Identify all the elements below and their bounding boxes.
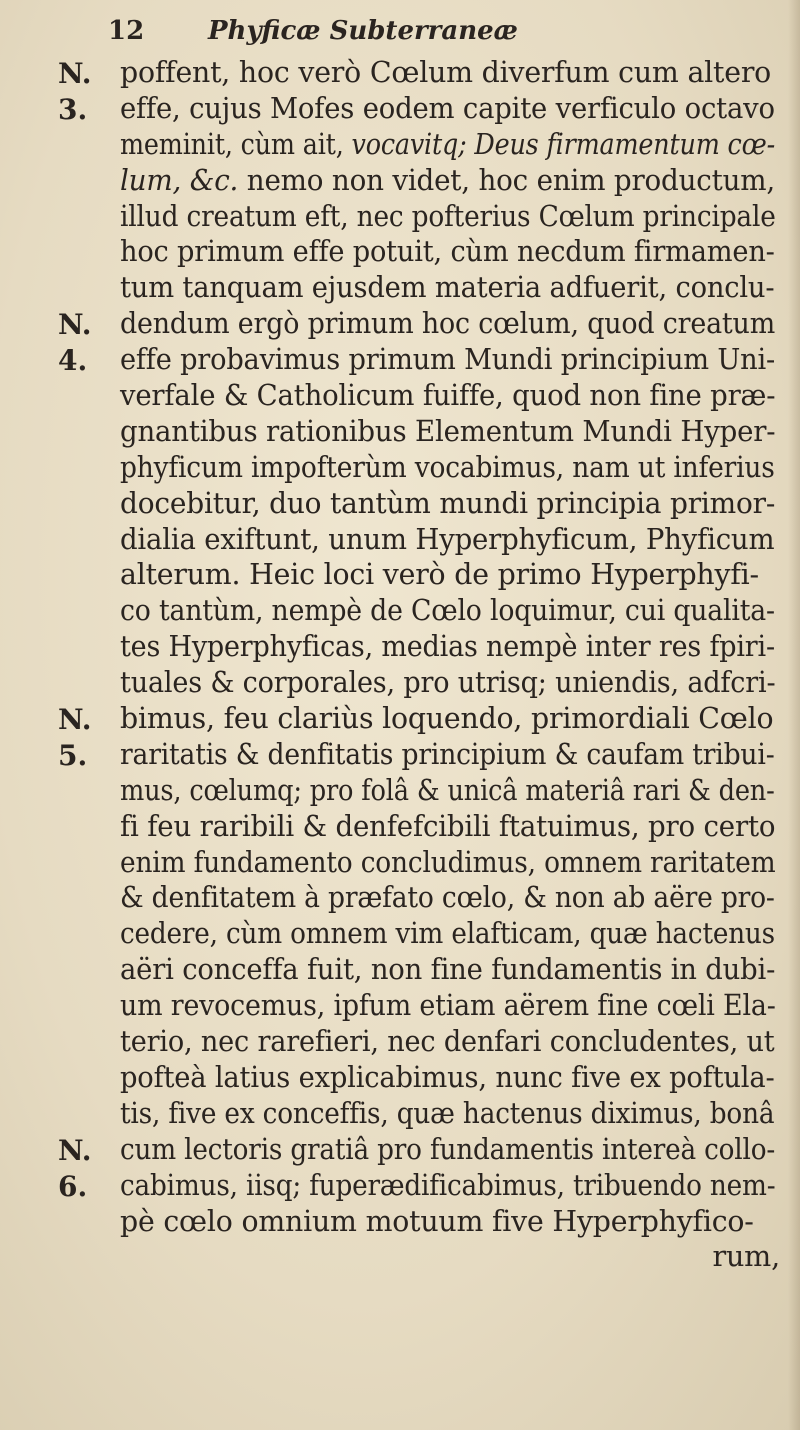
margin-note: N. xyxy=(58,703,92,737)
text-line xyxy=(0,449,800,485)
line-plain: terio, nec rarefieri, nec denfari concludentes, ut xyxy=(120,1024,775,1059)
page-header xyxy=(108,10,568,54)
line-plain: raritatis & denfitatis principium & caufam tribui- xyxy=(120,736,775,771)
line-plain: meminit, cùm ait, xyxy=(120,126,352,161)
text-line xyxy=(0,772,800,808)
text-line xyxy=(0,1167,800,1203)
line-text xyxy=(120,916,775,951)
line-text xyxy=(120,702,775,734)
line-plain: dialia exiftunt, unum Hyperphyficum, Phyficum xyxy=(120,521,775,556)
line-plain: aëri conceffa fuit, non fine fundamentis in dubi- xyxy=(120,952,776,987)
line-plain: effe probavimus primum Mundi principium Uni- xyxy=(120,342,775,377)
line-italic: lum, &c. xyxy=(120,162,239,197)
line-text xyxy=(120,952,776,987)
line-text xyxy=(120,1059,775,1094)
margin-note: 4. xyxy=(58,344,88,378)
line-text xyxy=(120,558,775,590)
line-text xyxy=(120,1240,780,1272)
text-line xyxy=(0,592,800,628)
line-plain: illud creatum eft, nec pofterius Cœlum principale xyxy=(120,198,776,233)
line-plain: nemo non videt, hoc enim productum, xyxy=(238,162,775,197)
line-plain: poffent, hoc verò Cœlum diverfum cum altero xyxy=(120,55,772,89)
line-text xyxy=(120,1095,775,1130)
margin-note: N. xyxy=(58,57,92,90)
line-text xyxy=(120,1131,776,1166)
line-text xyxy=(120,485,776,520)
text-line xyxy=(0,556,800,592)
line-italic: vocavitq; Deus firmamentum cœ- xyxy=(351,126,775,161)
line-plain: co tantùm, nempè de Cœlo loquimur, cui qualita- xyxy=(120,593,775,628)
line-text xyxy=(120,772,775,807)
text-line xyxy=(0,485,800,521)
margin-note: 6. xyxy=(58,1169,88,1203)
line-text xyxy=(120,126,775,161)
line-plain: & denfitatem à præfato cœlo, & non ab aëre pro- xyxy=(120,880,775,915)
margin-note: N. xyxy=(58,1133,92,1167)
line-text xyxy=(120,1167,776,1202)
line-plain: tis, five ex conceffis, quæ hactenus diximus, bonâ xyxy=(120,1095,775,1130)
line-plain: mus, cœlumq; pro folâ & unicâ materiâ rari & den- xyxy=(120,772,775,807)
text-line xyxy=(0,628,800,664)
line-text xyxy=(120,736,775,771)
line-text xyxy=(120,306,776,341)
text-line xyxy=(0,915,800,951)
text-line xyxy=(0,198,800,234)
text-line xyxy=(0,162,800,198)
line-plain: bimus, feu clariùs loquendo, primordiali Cœlo xyxy=(120,701,774,736)
body-text xyxy=(0,54,800,1274)
line-plain: tum tanquam ejusdem materia adfuerit, conclu- xyxy=(120,270,775,305)
text-line xyxy=(0,521,800,557)
line-plain: enim fundamento concludimus, omnem raritatem xyxy=(120,844,776,879)
text-line xyxy=(0,951,800,987)
text-line xyxy=(0,736,800,772)
text-line xyxy=(0,305,800,341)
line-plain: rum, xyxy=(712,1239,780,1274)
line-text xyxy=(120,198,776,233)
line-text xyxy=(120,880,775,915)
line-plain: gnantibus rationibus Elementum Mundi Hyper- xyxy=(120,413,776,448)
page-gutter-shadow xyxy=(788,0,800,1430)
line-plain: pofteà latius explicabimus, nunc five ex poftula- xyxy=(120,1059,775,1094)
page-number: 12 xyxy=(108,16,145,46)
line-plain: pè cœlo omnium motuum five Hyperphyfico- xyxy=(120,1203,754,1238)
line-text xyxy=(120,56,775,88)
text-line xyxy=(0,1023,800,1059)
text-line xyxy=(0,269,800,305)
line-plain: dendum ergò primum hoc cœlum, quod creatum xyxy=(120,306,776,341)
text-line xyxy=(0,879,800,915)
line-text xyxy=(120,234,775,269)
line-plain: fi feu raribili & denfefcibili ftatuimus, pro certo xyxy=(120,808,776,843)
text-line xyxy=(0,700,800,736)
line-plain: phyficum impofterùm vocabimus, nam ut inferius xyxy=(120,449,775,484)
line-plain: cabimus, iisq; fuperædificabimus, tribuendo nem- xyxy=(120,1167,776,1202)
text-line xyxy=(0,1131,800,1167)
text-line xyxy=(0,664,800,700)
line-text xyxy=(120,1205,775,1237)
line-text xyxy=(120,844,776,879)
line-plain: um revocemus, ipfum etiam aërem fine cœli Ela- xyxy=(120,988,776,1023)
line-plain: hoc primum effe potuit, cùm necdum firmamen- xyxy=(120,234,775,269)
text-line xyxy=(0,844,800,880)
line-plain: alterum. Heic loci verò de primo Hyperphyfi- xyxy=(120,557,759,592)
text-line xyxy=(0,1238,800,1274)
text-line xyxy=(0,1203,800,1239)
line-text xyxy=(120,1024,775,1059)
line-plain: docebitur, duo tantùm mundi principia primor- xyxy=(120,485,776,520)
line-text xyxy=(120,413,776,448)
line-text xyxy=(120,521,775,556)
line-text xyxy=(120,665,776,700)
text-line xyxy=(0,987,800,1023)
running-title: Phyficæ Subterraneæ xyxy=(208,16,518,46)
margin-note: N. xyxy=(58,308,92,342)
text-line xyxy=(0,1095,800,1131)
line-plain: cedere, cùm omnem vim elafticam, quæ hactenus xyxy=(120,916,775,951)
text-line xyxy=(0,341,800,377)
text-line xyxy=(0,377,800,413)
line-plain: effe, cujus Mofes eodem capite verficulo octavo xyxy=(120,90,775,125)
line-text xyxy=(120,90,775,125)
line-text xyxy=(120,162,775,197)
line-text xyxy=(120,342,775,377)
margin-note: 5. xyxy=(58,738,88,772)
text-line xyxy=(0,233,800,269)
line-plain: cum lectoris gratiâ pro fundamentis intereà collo- xyxy=(120,1131,776,1166)
text-line xyxy=(0,808,800,844)
line-text xyxy=(120,593,775,628)
line-text xyxy=(120,378,776,413)
line-plain: tes Hyperphyficas, medias nempè inter res fpiri- xyxy=(120,629,775,664)
line-text xyxy=(120,449,775,484)
line-text xyxy=(120,988,776,1023)
text-line xyxy=(0,126,800,162)
margin-note: 3. xyxy=(58,92,88,126)
line-plain: tuales & corporales, pro utrisq; uniendis, adfcri- xyxy=(120,665,776,700)
text-line xyxy=(0,54,800,90)
text-line xyxy=(0,413,800,449)
text-line xyxy=(0,1059,800,1095)
line-text xyxy=(120,629,775,664)
text-line xyxy=(0,90,800,126)
line-text xyxy=(120,270,775,305)
line-plain: verfale & Catholicum fuiffe, quod non fine præ- xyxy=(120,378,776,413)
line-text xyxy=(120,808,776,843)
